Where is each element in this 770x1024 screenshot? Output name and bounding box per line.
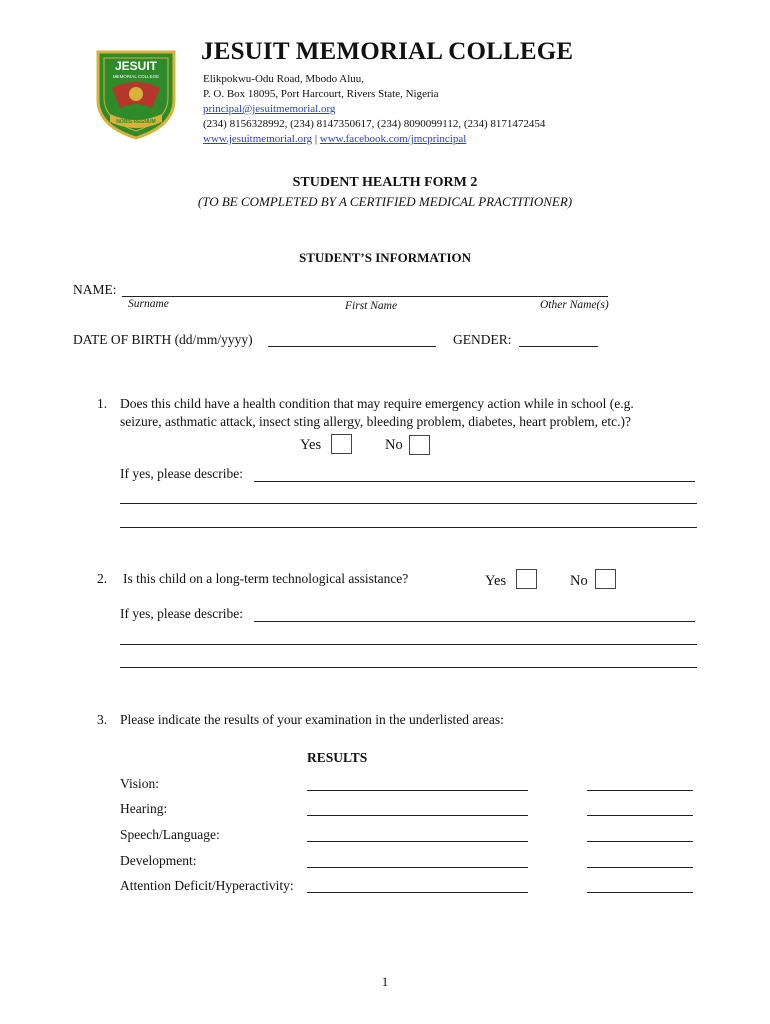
q1-yes-label: Yes	[300, 437, 322, 453]
area-attention-label: Attention Deficit/Hyperactivity:	[120, 878, 294, 893]
q1-text-line-2: seizure, asthmatic attack, insect sting allergy, bleeding problem, diabetes, heart problem, etc.)?	[120, 414, 631, 429]
q1-describe-line-1[interactable]	[254, 481, 695, 482]
link-separator: |	[312, 133, 320, 145]
section-title: STUDENT’S INFORMATION	[298, 250, 472, 265]
q1-no-checkbox[interactable]	[409, 435, 430, 455]
gender-field[interactable]	[519, 346, 598, 347]
other-names-caption: Other Name(s)	[540, 299, 609, 311]
q3-text: Please indicate the results of your examination in the underlisted areas:	[120, 712, 504, 727]
q2-no-checkbox[interactable]	[595, 569, 616, 589]
q2-yes-label: Yes	[485, 573, 507, 589]
name-label: NAME:	[73, 282, 117, 297]
area-speech-label: Speech/Language:	[120, 827, 220, 842]
speech-result-field[interactable]	[307, 841, 528, 842]
logo-sub-text: MEMORIAL COLLEGE	[112, 74, 160, 79]
address-line-1: Elikpokwu-Odu Road, Mbodo Aluu,	[203, 73, 365, 85]
q1-number: 1.	[97, 396, 108, 411]
vision-extra-field[interactable]	[587, 790, 693, 791]
q2-no-label: No	[570, 573, 588, 589]
q2-describe-label: If yes, please describe:	[120, 606, 243, 621]
first-name-caption: First Name	[345, 300, 398, 312]
school-logo	[92, 48, 180, 140]
attention-result-field[interactable]	[307, 892, 528, 893]
email-link[interactable]: principal@jesuitmemorial.org	[203, 103, 336, 115]
hearing-result-field[interactable]	[307, 815, 528, 816]
page-number: 1	[381, 974, 389, 989]
q1-yes-checkbox[interactable]	[331, 434, 352, 454]
form-subtitle: (TO BE COMPLETED BY A CERTIFIED MEDICAL PRACTITIONER)	[197, 194, 573, 209]
phone-numbers: (234) 8156328992, (234) 8147350617, (234) 8090099112, (234) 8171472454	[203, 118, 546, 130]
q2-text: Is this child on a long-term technological assistance?	[123, 571, 409, 586]
q1-describe-label: If yes, please describe:	[120, 466, 243, 481]
logo-banner-text: NOBIS REGNUM	[116, 119, 156, 125]
name-field[interactable]	[122, 296, 608, 297]
dob-label: DATE OF BIRTH (dd/mm/yyyy)	[73, 332, 253, 347]
q1-no-label: No	[385, 437, 403, 453]
area-hearing-label: Hearing:	[120, 801, 168, 816]
q2-number: 2.	[97, 571, 108, 586]
web-links	[203, 133, 466, 145]
logo-top-text: JESUIT	[114, 59, 158, 73]
q2-describe-line-1[interactable]	[254, 621, 695, 622]
q2-yes-checkbox[interactable]	[516, 569, 537, 589]
area-vision-label: Vision:	[120, 776, 159, 791]
q1-text-line-1: Does this child have a health condition that may require emergency action while in school (e.g.	[120, 396, 634, 411]
website-link[interactable]: www.jesuitmemorial.org	[203, 133, 313, 145]
q3-number: 3.	[97, 712, 108, 727]
address-line-2: P. O. Box 18095, Port Harcourt, Rivers State, Nigeria	[203, 88, 439, 100]
area-development-label: Development:	[120, 853, 197, 868]
q2-describe-line-2[interactable]	[120, 644, 697, 645]
q1-describe-line-3[interactable]	[120, 527, 697, 528]
school-name: JESUIT MEMORIAL COLLEGE	[201, 38, 574, 65]
results-heading: RESULTS	[307, 750, 368, 765]
development-result-field[interactable]	[307, 867, 528, 868]
surname-caption: Surname	[128, 298, 169, 310]
speech-extra-field[interactable]	[587, 841, 693, 842]
facebook-link[interactable]: www.facebook.com/jmcprincipal	[319, 133, 467, 145]
development-extra-field[interactable]	[587, 867, 693, 868]
vision-result-field[interactable]	[307, 790, 528, 791]
gender-label: GENDER:	[453, 332, 512, 347]
q1-describe-line-2[interactable]	[120, 503, 697, 504]
form-title: STUDENT HEALTH FORM 2	[292, 175, 478, 190]
dob-field[interactable]	[268, 346, 436, 347]
q2-describe-line-3[interactable]	[120, 667, 697, 668]
hearing-extra-field[interactable]	[587, 815, 693, 816]
attention-extra-field[interactable]	[587, 892, 693, 893]
